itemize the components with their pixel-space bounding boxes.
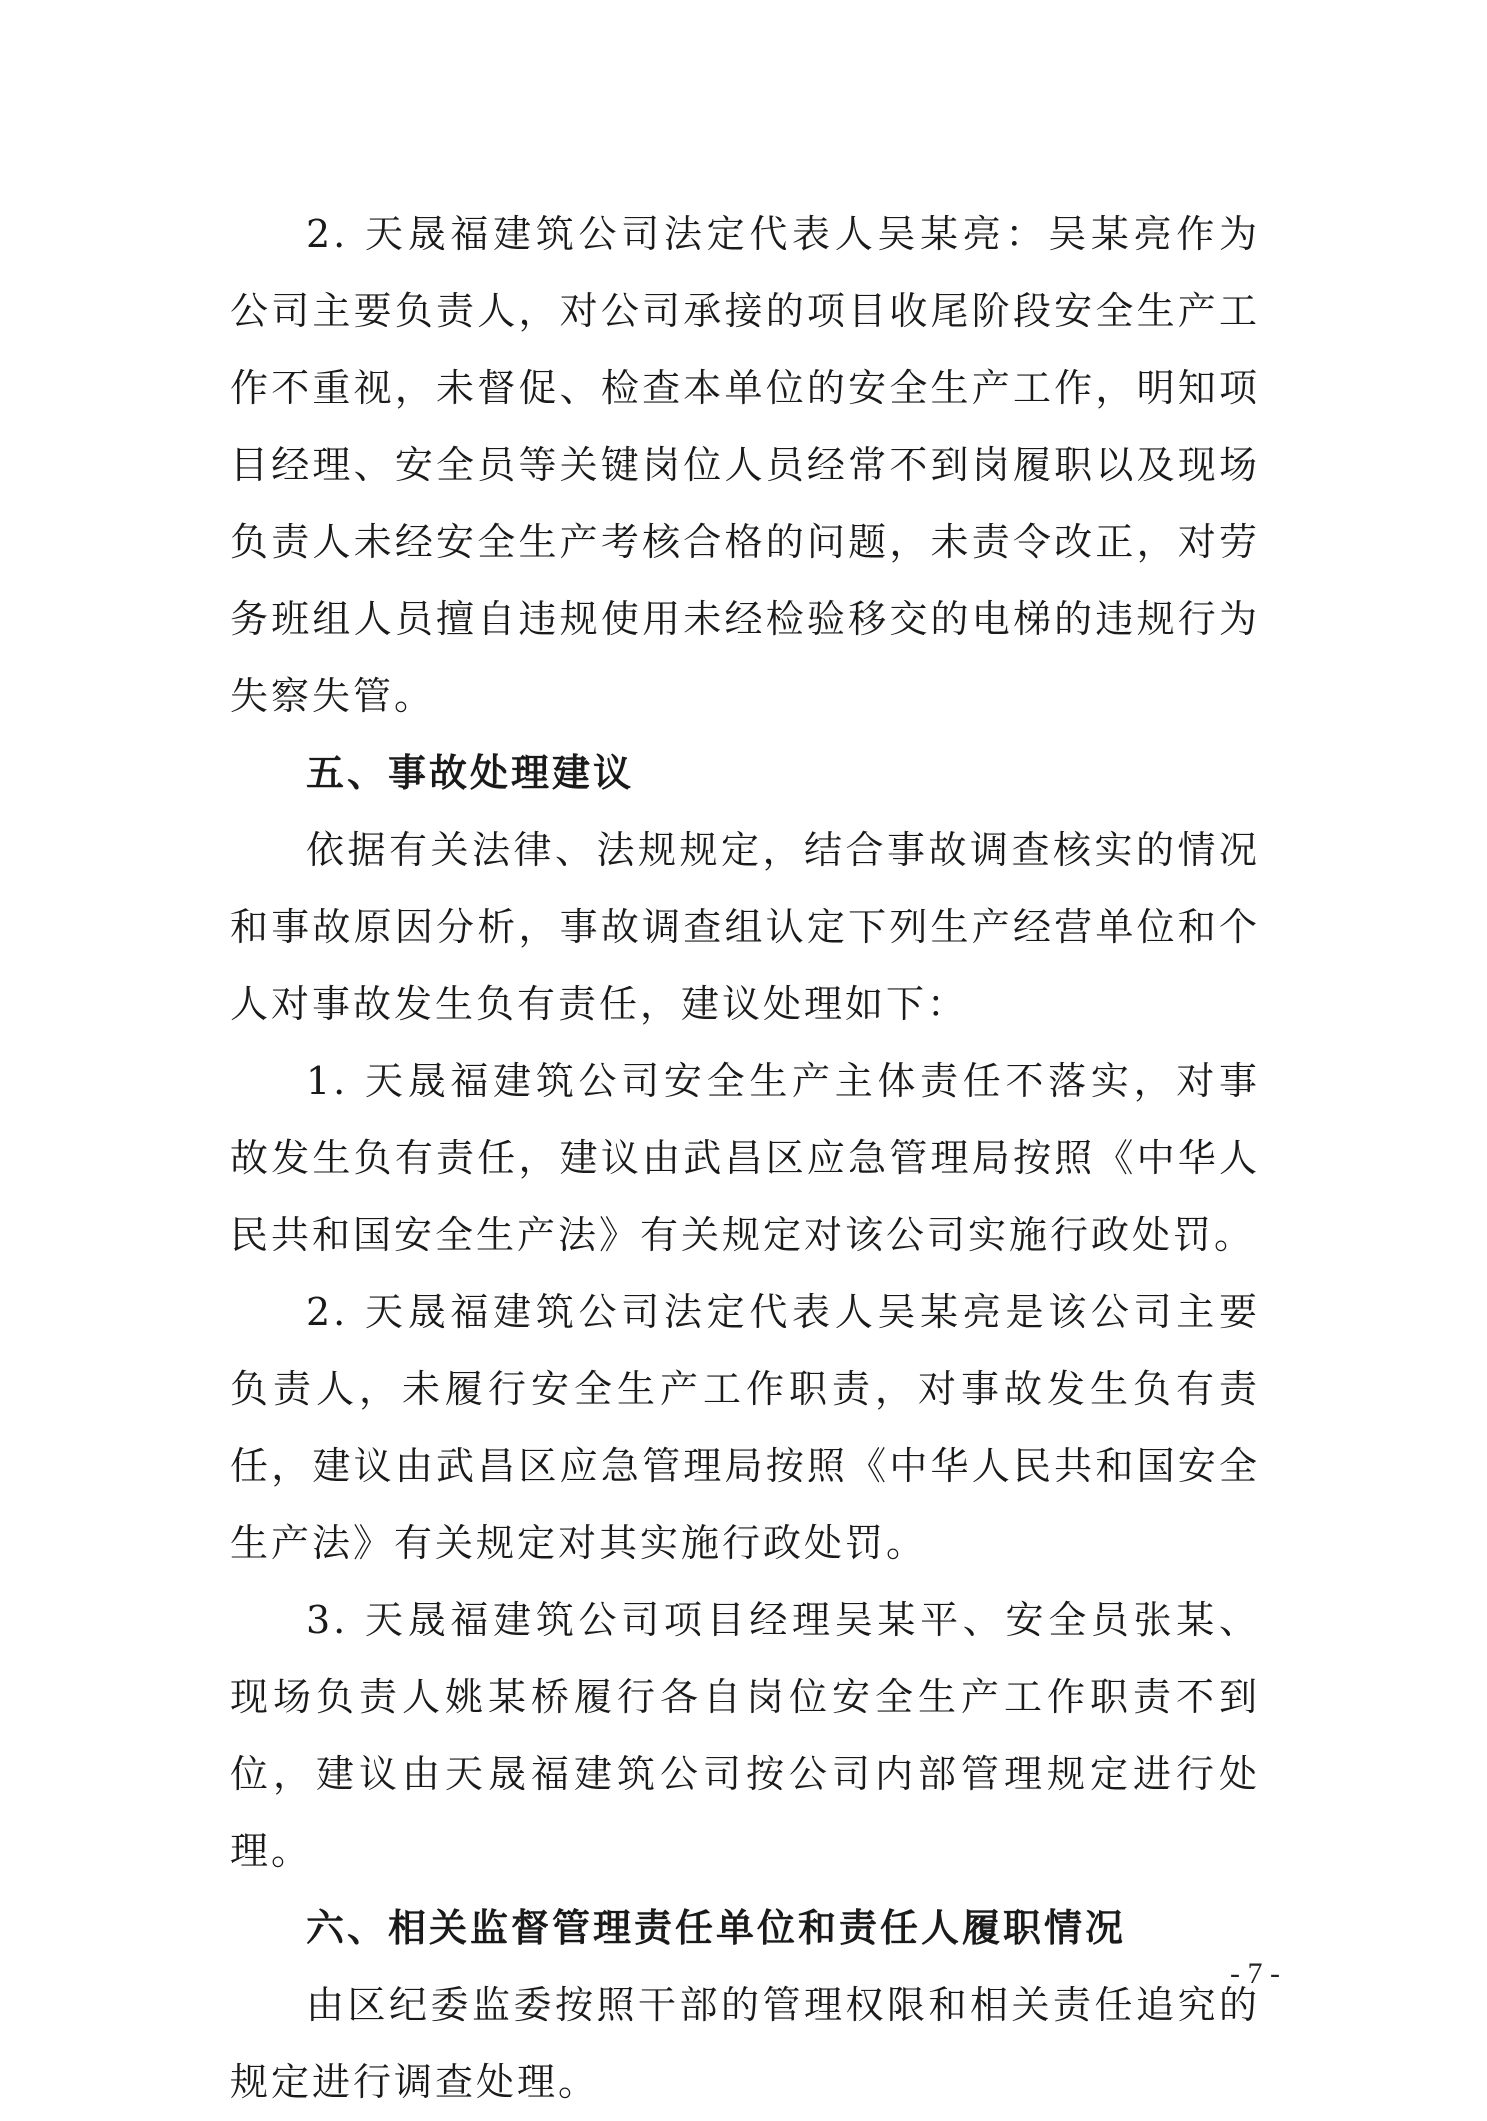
paragraph-company-penalty: 1. 天晟福建筑公司安全生产主体责任不落实，对事故发生负有责任，建议由武昌区应急管理局按照《中华人民共和国安全生产法》有关规定对该公司实施行政处罚。 (230, 1059, 1260, 1257)
section-heading-supervision: 六、相关监督管理责任单位和责任人履职情况 (306, 1906, 1127, 1950)
paragraph-legal-rep-responsibility: 2. 天晟福建筑公司法定代表人吴某亮：吴某亮作为公司主要负责人，对公司承接的项目收尾阶段安全生产工作不重视，未督促、检查本单位的安全生产工作，明知项目经理、安全员等关键岗位人员经常不到岗履职以及现场负责人未经安全生产考核合格的问题，未责令改正，对劳务班组人员擅自违规使用未经检验移交的电梯的违规行为失察失管。 (230, 212, 1260, 718)
paragraph-handling-basis: 依据有关法律、法规规定，结合事故调查核实的情况和事故原因分析，事故调查组认定下列生产经营单位和个人对事故发生负有责任，建议处理如下： (230, 828, 1260, 1026)
section-heading-accident-handling: 五、事故处理建议 (306, 751, 635, 795)
page-number: - 7 - (1230, 1957, 1280, 1990)
paragraph-legal-rep-penalty: 2. 天晟福建筑公司法定代表人吴某亮是该公司主要负责人，未履行安全生产工作职责，对事故发生负有责任，建议由武昌区应急管理局按照《中华人民共和国安全生产法》有关规定对其实施行政处罚。 (230, 1290, 1260, 1565)
paragraph-staff-handling: 3. 天晟福建筑公司项目经理吴某平、安全员张某、现场负责人姚某桥履行各自岗位安全生产工作职责不到位，建议由天晟福建筑公司按公司内部管理规定进行处理。 (230, 1598, 1260, 1873)
document-body (230, 196, 1260, 2121)
paragraph-supervision-handling: 由区纪委监委按照干部的管理权限和相关责任追究的规定进行调查处理。 (230, 1983, 1260, 2104)
